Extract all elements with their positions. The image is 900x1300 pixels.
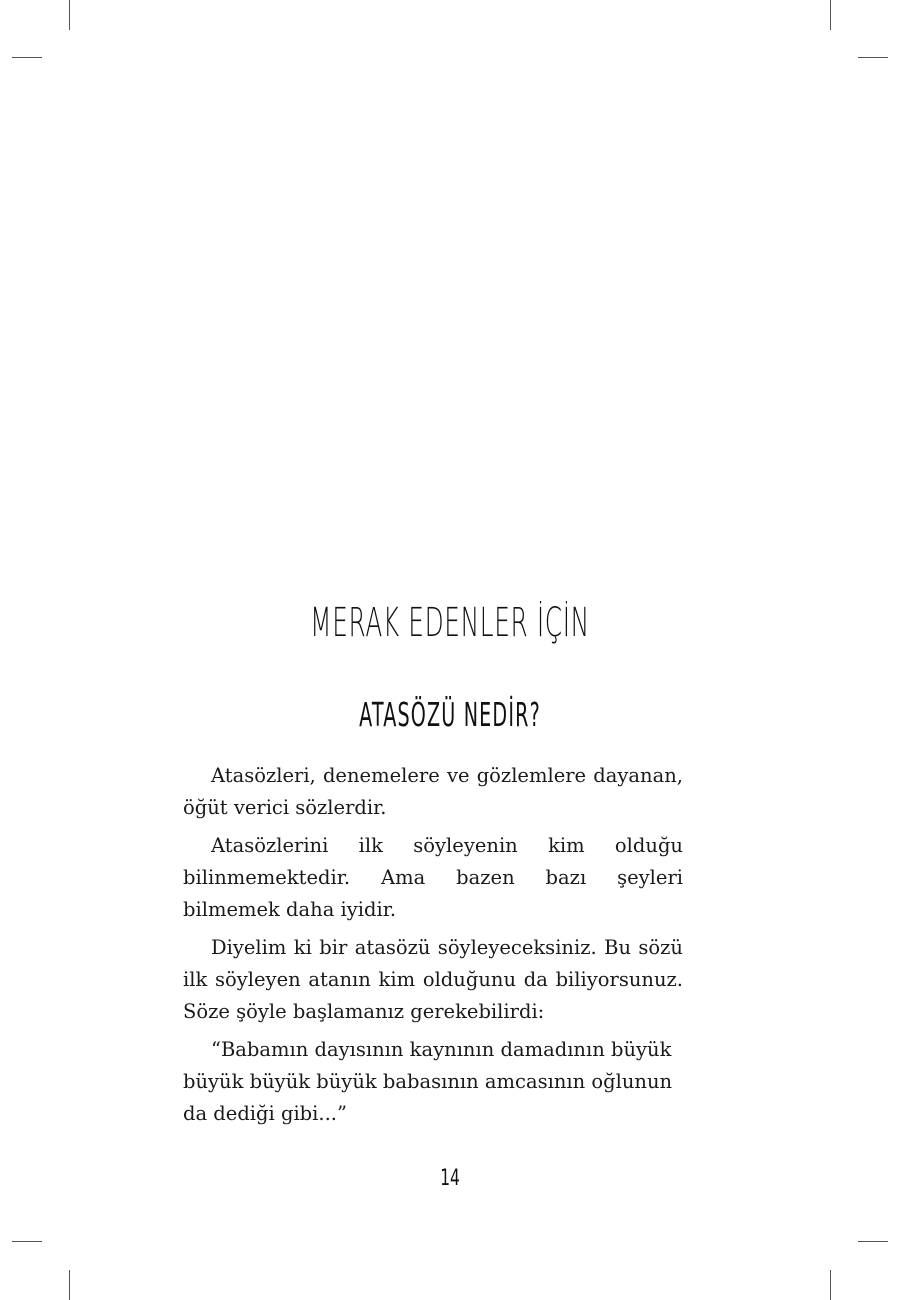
paragraph: “Babamın dayısının kaynının damadının büyük büyük büyük büyük babasının amcasının oğlunun da dediği gibi...” <box>183 1038 673 1125</box>
crop-mark-bottom-left <box>69 1270 70 1300</box>
section-title: MERAK EDENLER İÇİN <box>310 600 590 646</box>
crop-mark-top-left <box>69 0 70 30</box>
crop-mark-top-right <box>830 0 831 30</box>
crop-mark-bottom-left <box>12 1241 42 1242</box>
crop-mark-top-left <box>12 57 42 58</box>
crop-mark-bottom-right <box>830 1270 831 1300</box>
paragraph: Atasözleri, denemelere ve gözlemlere dayanan, öğüt verici sözlerdir. <box>183 764 683 819</box>
paragraph: Atasözlerini ilk söyleyenin kim olduğu bilinmemektedir. Ama bazen bazı şeyleri bilmemek daha iyidir. <box>183 834 683 921</box>
paragraph: Diyelim ki bir atasözü söyleyeceksiniz. Bu sözü ilk söyleyen atanın kim olduğunu da biliyorsunuz. Söze şöyle başlamanız gerekebilirdi: <box>183 936 683 1023</box>
section-subtitle: ATASÖZÜ NEDİR? <box>359 695 541 734</box>
crop-mark-top-right <box>858 57 888 58</box>
body-text <box>183 760 683 1136</box>
crop-mark-bottom-right <box>858 1241 888 1242</box>
page-number: 14 <box>440 1166 460 1191</box>
